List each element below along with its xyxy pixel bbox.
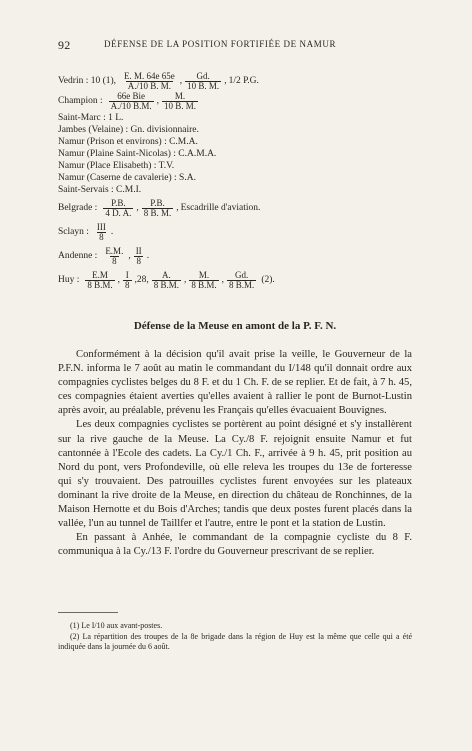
- fraction: [95, 223, 108, 242]
- fraction: [185, 72, 221, 91]
- fraction-denominator: 10 B. M.: [164, 100, 197, 111]
- fraction-denominator: 8: [136, 255, 141, 266]
- fraction-denominator: 8 B.M.: [191, 279, 217, 290]
- fraction-numerator: M.: [174, 90, 186, 101]
- fraction-denominator: 8 B.M.: [229, 279, 255, 290]
- row-label: Belgrade :: [58, 203, 98, 213]
- paragraph: En passant à Anhée, le commandant de la compagnie cycliste du 8 F. communiqua à la Cy./13 F. l'ordre du Gouverneur prescrivant de se replier.: [58, 532, 412, 558]
- listing-row-champion: Champion : $\frac{\text{66e Bie}}{A./10 B.M.}$ , $\frac{M.}{10 B. M.}$: [58, 90, 197, 111]
- listing-row-huy: Huy : $\frac{E.M}{8 B.M.}$ , $\frac{I}{8}$ , 28, $\frac{A.}{8 B.M.}$ , $\frac{M.}{8 B.M.}$ , $\frac{Gd.}{8 B.M.}$ (2).: [58, 269, 275, 290]
- fraction: [162, 92, 198, 111]
- row-label: Sclayn :: [58, 227, 89, 237]
- listing-row-andenne: Andenne : $\frac{E.M.}{8}$ , $\frac{II}{8}$ .: [58, 245, 150, 266]
- paragraph: Les deux compagnies cyclistes se portèrent au point désigné et s'y installèrent sur la rive gauche de la Meuse. La Cy./8 F. rejoignit ensuite Namur et fut cantonnée à l'Ecole des cadets. La Cy./1 Ch. F., arrivée à 9 h. 45, prit position au Nord du pont, vers Profondeville, où elle releva les troupes du 13e de forteresse qui s'y trouvaient. Des patrouilles cyclistes furent envoyées sur les plateaux dominant la rive droite de la Meuse, en direction du château de Ronchinnes, de la Maison Hernotte et du Bois d'Arches; tandis que deux postes furent placés dans la vallée, l'un au tunnel de Taillfer et l'autre, entre le pont et la station de Lustin.: [58, 419, 412, 530]
- fraction: [142, 199, 174, 218]
- fraction-denominator: 8 B. M.: [143, 207, 172, 218]
- fraction: [189, 271, 218, 290]
- footnote: (1) Le I/10 aux avant-postes.: [70, 621, 163, 630]
- row-mid: 28,: [136, 275, 149, 285]
- row-tail: Escadrille d'aviation.: [180, 203, 261, 213]
- paragraph: Conformément à la décision qu'il avait prise la veille, le Gouverneur de la P.F.N. informa le 7 août au matin le commandant du I/148 qu'il donnait ordre aux compagnies cyclistes belges du 8 F. et du 1 Ch. F. de se replier. Et de fait, à 7 h. 45, ces compagnies étaient averties qu'elles avaient à rallier le pont de Burnot-Lustin après avoir, au préalable, prévenu les Français qu'elles évacuaient Bouvignes.: [58, 349, 412, 417]
- fraction-denominator: A./10 B.M.: [110, 100, 152, 111]
- fraction-numerator: Gd.: [235, 269, 249, 280]
- fraction-numerator: A.: [162, 269, 171, 280]
- row-label: Vedrin : 10 (1),: [58, 76, 117, 86]
- listing-line: Namur (Prison et environs) : C.M.A.: [58, 137, 198, 147]
- body-text: [58, 348, 412, 559]
- fraction-denominator: 8: [99, 231, 104, 242]
- listing-row-vedrin: Vedrin : 10 (1), $\frac{E. M. 64e 65e}{A./10 B. M.}$ , $\frac{Gd.}{10 B. M.}$ , 1/2 P.G.: [58, 70, 259, 91]
- listing-row-belgrade: Belgrade : $\frac{P.B.}{4 D. A.}$ , $\frac{P.B.}{8 B. M.}$ , Escadrille d'aviation.: [58, 197, 261, 218]
- fraction-numerator: II: [135, 245, 142, 256]
- listing-line: Saint-Servais : C.M.I.: [58, 185, 142, 195]
- fraction-denominator: 8: [112, 255, 117, 266]
- listing-line: Namur (Caserne de cavalerie) : S.A.: [58, 173, 196, 183]
- listing-row-sclayn: Sclayn : $\frac{\text{III}}{8}$ .: [58, 221, 114, 242]
- fraction-denominator: 4 D. A.: [105, 207, 132, 218]
- footnotes: [58, 621, 412, 653]
- fraction-numerator: E. M. 64e 65e: [124, 70, 175, 81]
- fraction: [152, 271, 181, 290]
- fraction-denominator: 8: [125, 279, 130, 290]
- fraction-denominator: A./10 B. M.: [127, 80, 172, 91]
- listing-line: Saint-Marc : 1 L.: [58, 113, 124, 123]
- fraction-numerator: 66e Bie: [117, 90, 145, 101]
- fraction-denominator: 8 B.M.: [153, 279, 180, 290]
- fraction-denominator: 10 B. M.: [187, 80, 220, 91]
- fraction: [134, 247, 144, 266]
- fraction: [123, 271, 132, 290]
- fraction: [103, 247, 125, 266]
- section-heading: Défense de la Meuse en amont de la P. F. N.: [133, 320, 337, 332]
- row-label: Huy :: [58, 275, 80, 285]
- fraction-denominator: 8 B.M.: [87, 279, 113, 290]
- row-label: Champion :: [58, 96, 103, 106]
- fraction-numerator: E.M: [92, 269, 108, 280]
- fraction-numerator: III: [96, 221, 106, 232]
- fraction: [103, 199, 133, 218]
- footnote: (2) La répartition des troupes de la 8e brigade dans la région de Huy est la même que celle qui a été indiquée dans la journée du 6 août.: [58, 631, 412, 651]
- fraction: [227, 271, 256, 290]
- listing-line: Jambes (Velaine) : Gn. divisionnaire.: [58, 125, 199, 135]
- listing-line: Namur (Plaine Saint-Nicolas) : C.A.M.A.: [58, 149, 217, 159]
- row-label: Andenne :: [58, 251, 98, 261]
- fraction: [122, 72, 177, 91]
- fraction-numerator: P.B.: [150, 197, 165, 208]
- row-tail: 1/2 P.G.: [228, 76, 259, 86]
- fraction: [85, 271, 114, 290]
- fraction-numerator: E.M.: [105, 245, 124, 256]
- page-number: 92: [58, 38, 71, 52]
- fraction-numerator: M.: [198, 269, 210, 280]
- fraction: [109, 92, 154, 111]
- row-tail: (2).: [261, 275, 275, 285]
- running-title: DÉFENSE DE LA POSITION FORTIFIÉE DE NAMUR: [104, 39, 337, 49]
- troop-listing: [58, 72, 418, 292]
- fraction-numerator: P.B.: [111, 197, 126, 208]
- fraction-numerator: Gd.: [196, 70, 210, 81]
- footnote-divider: [58, 612, 118, 613]
- fraction-numerator: I: [125, 269, 129, 280]
- listing-line: Namur (Place Elisabeth) : T.V.: [58, 161, 175, 171]
